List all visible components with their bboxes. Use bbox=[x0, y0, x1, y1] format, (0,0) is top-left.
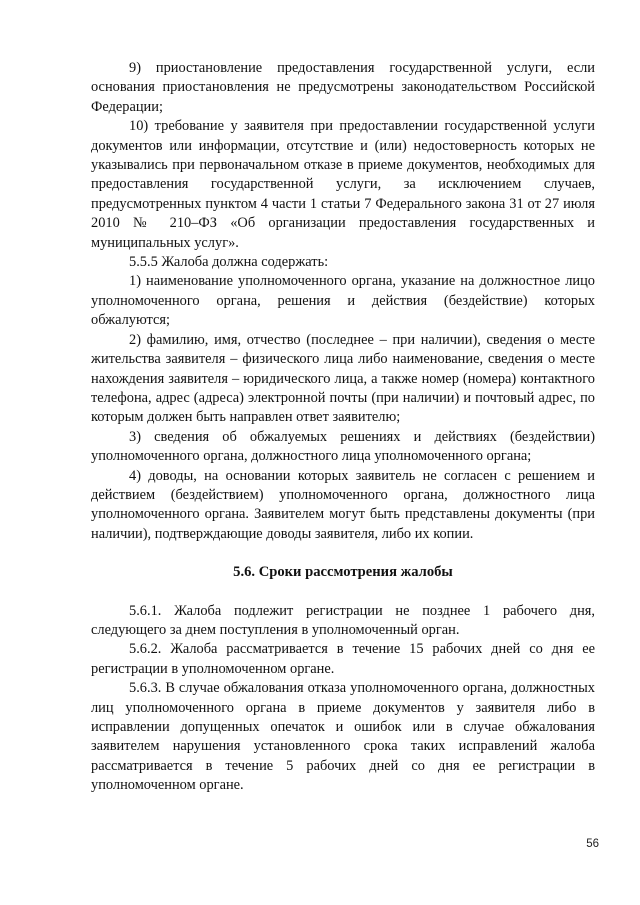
paragraph-5-6-2: 5.6.2. Жалоба рассматривается в течение 15 рабочих дней со дня ее регистрации в уполномоченном органе. bbox=[91, 641, 595, 677]
document-body bbox=[91, 59, 595, 796]
paragraph-item-3: 3) сведения об обжалуемых решениях и действиях (бездействии) уполномоченного органа, должностного лица уполномоченного органа; bbox=[91, 428, 595, 465]
paragraph-5-6-3: 5.6.3. В случае обжалования отказа уполномоченного органа, должностных лиц уполномоченного органа в приеме документов у заявителя либо в исправлении допущенных опечаток и ошибок или в случае обжалования заявителем нарушения установленного срока таких исправлений жалоба рассматривается в течение 5 рабочих дней со дня ее регистрации в уполномоченном органе. bbox=[91, 680, 595, 794]
paragraph-5-6-1: 5.6.1. Жалоба подлежит регистрации не позднее 1 рабочего дня, следующего за днем поступления в уполномоченный орган. bbox=[91, 602, 595, 638]
paragraph-item-1: 1) наименование уполномоченного органа, указание на должностное лицо уполномоченного органа, решения и действия (бездействие) которых обжалуются; bbox=[91, 273, 595, 329]
section-heading: 5.6. Сроки рассмотрения жалобы bbox=[233, 564, 453, 581]
paragraph-item-4: 4) доводы, на основании которых заявитель не согласен с решением и действием (бездействием) уполномоченного органа, должностного лица уполномоченного органа. Заявителем могут быть представлены документы (при наличии), подтверждающие доводы заявителя, либо их копии. bbox=[91, 467, 595, 542]
paragraph-item-10: 10) требование у заявителя при предоставлении государственной услуги документов или информации, отсутствие и (или) недостоверность которых не указывались при первоначальном отказе в приеме документов, необходимых для предоставления государственной услуги, за исключением случаев, предусмотренных пунктом 4 части 1 статьи 7 Федерального закона 31 от 27 июля 2010 № 210–ФЗ «Об организации предоставления государственных и муниципальных услуг». bbox=[91, 118, 595, 251]
paragraph-item-9: 9) приостановление предоставления государственной услуги, если основания приостановления не предусмотрены законодательством Российской Федерации; bbox=[91, 60, 595, 115]
paragraph-5-5-5: 5.5.5 Жалоба должна содержать: bbox=[129, 254, 329, 271]
paragraph-item-2: 2) фамилию, имя, отчество (последнее – при наличии), сведения о месте жительства заявителя – физического лица либо наименование, сведения о месте нахождения заявителя – юридического лица, а также номер (номера) контактного телефона, адрес (адреса) электронной почты (при наличии) и почтовый адрес, по которым должен быть направлен ответ заявителю; bbox=[91, 331, 595, 426]
page-number: 56 bbox=[586, 838, 599, 850]
